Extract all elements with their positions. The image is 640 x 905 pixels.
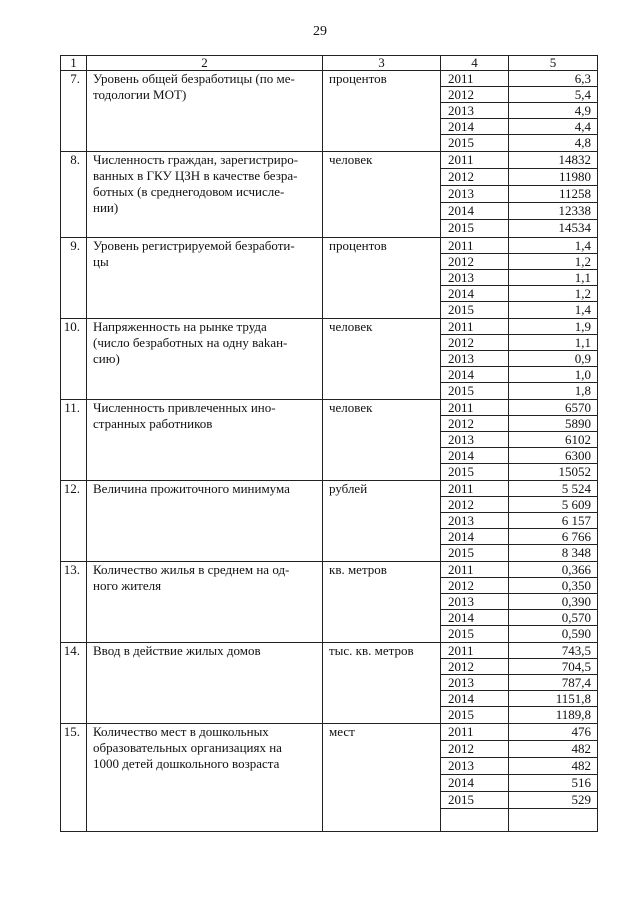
- row-number: 12.: [61, 481, 87, 562]
- year: 2013: [441, 513, 508, 529]
- value: 4,4: [509, 119, 597, 135]
- value: 6 157: [509, 513, 597, 529]
- unit: человек: [323, 400, 441, 481]
- year: 2014: [441, 691, 508, 707]
- table-row: [61, 71, 598, 152]
- value: 0,590: [561, 626, 591, 641]
- value: 0,9: [509, 351, 597, 367]
- values-cell: [509, 238, 598, 319]
- value: 5 524: [509, 481, 597, 497]
- indicators-table: [60, 55, 598, 832]
- year: 2012: [441, 335, 508, 351]
- value: 6570: [509, 400, 597, 416]
- year: 2011: [441, 71, 508, 87]
- years-cell: [441, 152, 509, 238]
- values-cell: [509, 71, 598, 152]
- row-number: 8.: [61, 152, 87, 238]
- years-cell: [441, 724, 509, 832]
- value: 1,4: [509, 238, 597, 254]
- value: 1,1: [509, 270, 597, 286]
- unit: процентов: [323, 238, 441, 319]
- value: 482: [509, 758, 597, 775]
- year: 2012: [441, 659, 508, 675]
- value: 14832: [509, 152, 597, 169]
- indicator-name: Количество жилья в среднем на од- ного жителя: [87, 562, 323, 643]
- table-row: [61, 152, 598, 238]
- year: 2012: [441, 416, 508, 432]
- value: 1189,8: [555, 707, 591, 722]
- unit: рублей: [323, 481, 441, 562]
- indicator-name: Величина прожиточного минимума: [87, 481, 323, 562]
- value: 1,1: [509, 335, 597, 351]
- year: 2014: [441, 448, 508, 464]
- year: 2011: [441, 400, 508, 416]
- row-number: 13.: [61, 562, 87, 643]
- year: 2014: [441, 775, 508, 792]
- year: 2012: [441, 254, 508, 270]
- table-row: [61, 238, 598, 319]
- year: 2013: [441, 103, 508, 119]
- value: 5,4: [509, 87, 597, 103]
- value: 0,570: [509, 610, 597, 626]
- table-row: [61, 724, 598, 832]
- header-col-1: 1: [61, 56, 87, 71]
- year: 2015: [448, 220, 474, 235]
- unit: человек: [323, 152, 441, 238]
- row-number: 11.: [61, 400, 87, 481]
- year: 2015: [448, 545, 474, 560]
- years-cell: [441, 400, 509, 481]
- value: 1,8: [574, 383, 591, 398]
- years-cell: [441, 238, 509, 319]
- row-number: 7.: [61, 71, 87, 152]
- value: 787,4: [509, 675, 597, 691]
- year: 2014: [441, 367, 508, 383]
- year: 2013: [441, 186, 508, 203]
- year: 2012: [441, 497, 508, 513]
- year: 2015: [448, 707, 474, 722]
- values-cell: [509, 643, 598, 724]
- year: 2013: [441, 270, 508, 286]
- value: 743,5: [509, 643, 597, 659]
- unit: мест: [323, 724, 441, 832]
- indicator-name: Уровень регистрируемой безработи- цы: [87, 238, 323, 319]
- year: 2014: [441, 529, 508, 545]
- value: 6102: [509, 432, 597, 448]
- row-number: 10.: [61, 319, 87, 400]
- value: 6300: [509, 448, 597, 464]
- year: 2013: [441, 432, 508, 448]
- indicator-name: Численность привлеченных ино- странных работников: [87, 400, 323, 481]
- unit: процентов: [323, 71, 441, 152]
- value: 12338: [509, 203, 597, 220]
- value: 5890: [509, 416, 597, 432]
- row-number: 9.: [61, 238, 87, 319]
- header-col-4: 4: [441, 56, 509, 71]
- years-cell: [441, 562, 509, 643]
- year: 2011: [441, 724, 508, 741]
- table-row: [61, 643, 598, 724]
- year: 2012: [441, 741, 508, 758]
- year: 2012: [441, 87, 508, 103]
- header-row: [61, 56, 598, 71]
- year: 2015: [448, 383, 474, 398]
- value: 0,350: [509, 578, 597, 594]
- unit: человек: [323, 319, 441, 400]
- values-cell: [509, 724, 598, 832]
- year: 2015: [448, 135, 474, 150]
- year: 2014: [441, 286, 508, 302]
- year: 2015: [448, 626, 474, 641]
- year: 2012: [441, 169, 508, 186]
- year: 2014: [441, 610, 508, 626]
- value: 4,9: [509, 103, 597, 119]
- years-cell: [441, 643, 509, 724]
- value: 1151,8: [509, 691, 597, 707]
- value: 0,366: [509, 562, 597, 578]
- year: 2013: [441, 594, 508, 610]
- value: 8 348: [561, 545, 591, 560]
- year: 2013: [441, 351, 508, 367]
- unit: тыс. кв. метров: [323, 643, 441, 724]
- year: 2013: [441, 675, 508, 691]
- table-row: [61, 481, 598, 562]
- year: 2015: [448, 302, 474, 317]
- unit: кв. метров: [323, 562, 441, 643]
- value: 476: [509, 724, 597, 741]
- year: 2014: [441, 119, 508, 135]
- value: 6 766: [509, 529, 597, 545]
- page-number: 29: [313, 24, 327, 39]
- year: 2011: [441, 152, 508, 169]
- indicator-name: Напряженность на рынке труда (число безработных на одну ваkан- сию): [87, 319, 323, 400]
- year: 2015: [441, 792, 508, 809]
- value: 482: [509, 741, 597, 758]
- indicator-name: Количество мест в дошкольных образовательных организациях на 1000 детей дошкольного возраста: [87, 724, 323, 832]
- indicator-name: Ввод в действие жилых домов: [87, 643, 323, 724]
- year: 2011: [441, 319, 508, 335]
- value: 4,8: [574, 135, 591, 150]
- years-cell: [441, 71, 509, 152]
- header-col-2: 2: [87, 56, 323, 71]
- year: 2012: [441, 578, 508, 594]
- value: 529: [509, 792, 597, 809]
- table-row: [61, 400, 598, 481]
- value: 0,390: [509, 594, 597, 610]
- value: 516: [509, 775, 597, 792]
- table-row: [61, 319, 598, 400]
- value: 6,3: [509, 71, 597, 87]
- year: 2013: [441, 758, 508, 775]
- values-cell: [509, 319, 598, 400]
- indicator-name: Численность граждан, зарегистриро- ванных в ГКУ ЦЗН в качестве безра- ботных (в среднегодовом исчисле- нии): [87, 152, 323, 238]
- row-number: 15.: [61, 724, 87, 832]
- value: 14534: [558, 220, 591, 235]
- header-col-3: 3: [323, 56, 441, 71]
- row-number: 14.: [61, 643, 87, 724]
- value: 1,2: [509, 254, 597, 270]
- value: 1,9: [509, 319, 597, 335]
- indicator-name: Уровень общей безработицы (по ме- тодологии МОТ): [87, 71, 323, 152]
- value: 704,5: [509, 659, 597, 675]
- values-cell: [509, 562, 598, 643]
- year: 2011: [441, 562, 508, 578]
- value: 5 609: [509, 497, 597, 513]
- table-row: [61, 562, 598, 643]
- value: 1,0: [509, 367, 597, 383]
- value: 11980: [509, 169, 597, 186]
- empty-space: [441, 809, 508, 831]
- year: 2014: [441, 203, 508, 220]
- year: 2011: [441, 643, 508, 659]
- value: 1,2: [509, 286, 597, 302]
- value: 1,4: [574, 302, 591, 317]
- year: 2011: [441, 238, 508, 254]
- value: 11258: [509, 186, 597, 203]
- value: 15052: [558, 464, 591, 479]
- values-cell: [509, 481, 598, 562]
- years-cell: [441, 481, 509, 562]
- year: 2015: [448, 464, 474, 479]
- header-col-5: 5: [509, 56, 598, 71]
- empty-space: [509, 809, 597, 831]
- year: 2011: [441, 481, 508, 497]
- years-cell: [441, 319, 509, 400]
- values-cell: [509, 152, 598, 238]
- values-cell: [509, 400, 598, 481]
